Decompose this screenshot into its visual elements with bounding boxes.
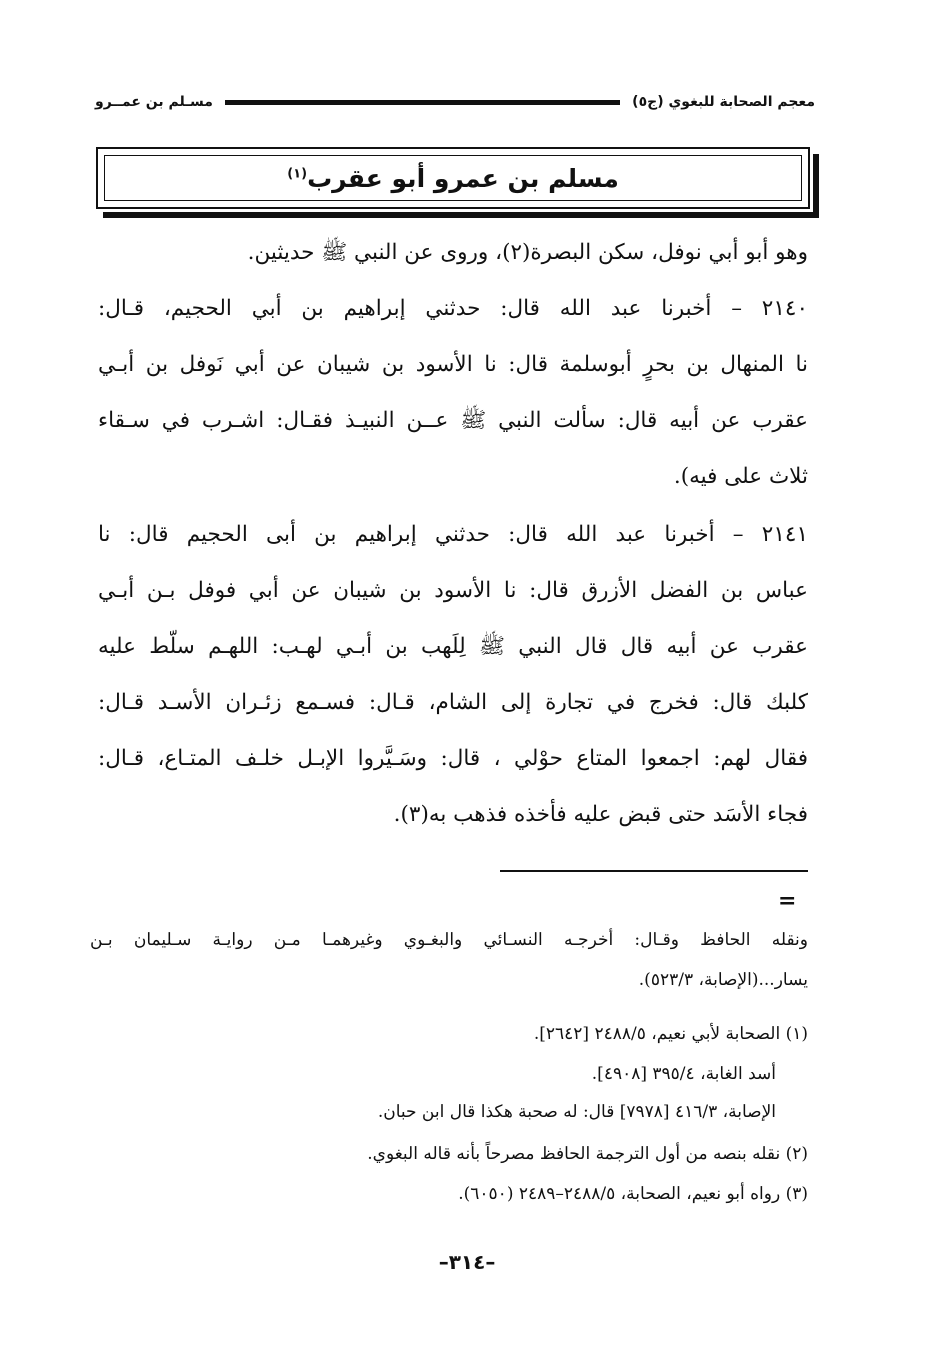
- entry-title-text: مسلم بن عمرو أبو عقرب: [307, 163, 619, 193]
- body-line: ثلاث على فيه).: [673, 464, 808, 489]
- body-line: فجاء الأسَد حتى قبض عليه فأخذه فذهب به(٣).: [393, 802, 808, 827]
- entry-title: [287, 164, 619, 193]
- entry-title-box: [96, 147, 810, 209]
- running-header: [95, 90, 815, 114]
- header-rule: [225, 100, 620, 105]
- body-line: ٢١٤١ – أخبرنا عبد الله قال: حدثني إبراهيم بن أبى الحجيم قال: نا: [98, 522, 808, 547]
- footnote-line: أسد الغابة، ٣٩٥/٤ [٤٩٠٨].: [591, 1064, 776, 1084]
- footnote-line: (٢) نقله بنصه من أول الترجمة الحافظ مصرحاً بأنه قاله البغوي.: [367, 1144, 808, 1164]
- body-line: عقرب عن أبيه قال قال النبي ﷺ لِلَهب بن أبـي لهـب: اللهـم سلّط عليه: [98, 634, 808, 659]
- footnote-line: (١) الصحابة لأبي نعيم، ٢٤٨٨/٥ [٢٦٤٢].: [533, 1024, 808, 1044]
- page-number: –٣١٤–: [438, 1250, 496, 1274]
- footnote-line: يسار...(الإصابة، ٥٢٣/٣).: [638, 970, 808, 990]
- footnote-line: (٣) رواه أبو نعيم، الصحابة، ٢٤٨٨/٥–٢٤٨٩ (٦٠٥٠).: [458, 1184, 808, 1204]
- body-line: وهو أبو أبي نوفل، سكن البصرة(٢)، وروى عن النبي ﷺ حديثين.: [247, 240, 808, 265]
- footnote-line: الإصابة، ٤١٦/٣ [٧٩٧٨] قال: له صحبة هكذا قال ابن حبان.: [377, 1102, 776, 1122]
- title-footnote-mark: (١): [287, 166, 308, 182]
- body-line: عقرب عن أبيه قال: سألت النبي ﷺ عــن النبيـذ فقـال: اشـرب في سـقاء: [98, 408, 808, 433]
- footnote-line: ونقله الحافظ وقـال: أخرجـه النسـائي والبغـوي وغيرهمـا مـن روايـة سـليمان بـن: [90, 930, 808, 950]
- body-line: نا المنهال بن بحرٍ أبوسلمة قال: نا الأسود بن شيبان عن أبي نَوفل بن أبـي: [98, 352, 808, 377]
- continuation-mark: =: [778, 888, 797, 914]
- body-line: كلبك قال: فخرج في تجارة إلى الشام، قـال: فسـمع زئـران الأسـد قـال:: [98, 690, 808, 715]
- body-line: فقال لهم: اجمعوا المتاع حوْلي ، قال: وسَـيَّروا الإبـل خلـف المتـاع، قـال:: [98, 746, 808, 771]
- body-line: عباس بن الفضل الأزرق قال: نا الأسود بن شيبان عن أبي فوفل بـن أبـي: [98, 578, 808, 603]
- header-section-title: مسـلم بن عمــرو: [95, 94, 213, 110]
- header-book-title: معجم الصحابة للبغوي (ج٥): [632, 94, 815, 110]
- body-line: ٢١٤٠ – أخبرنا عبد الله قال: حدثني إبراهيم بن أبي الحجيم، قـال:: [98, 296, 808, 321]
- footnote-separator: [500, 870, 808, 872]
- entry-title-frame: [104, 155, 802, 201]
